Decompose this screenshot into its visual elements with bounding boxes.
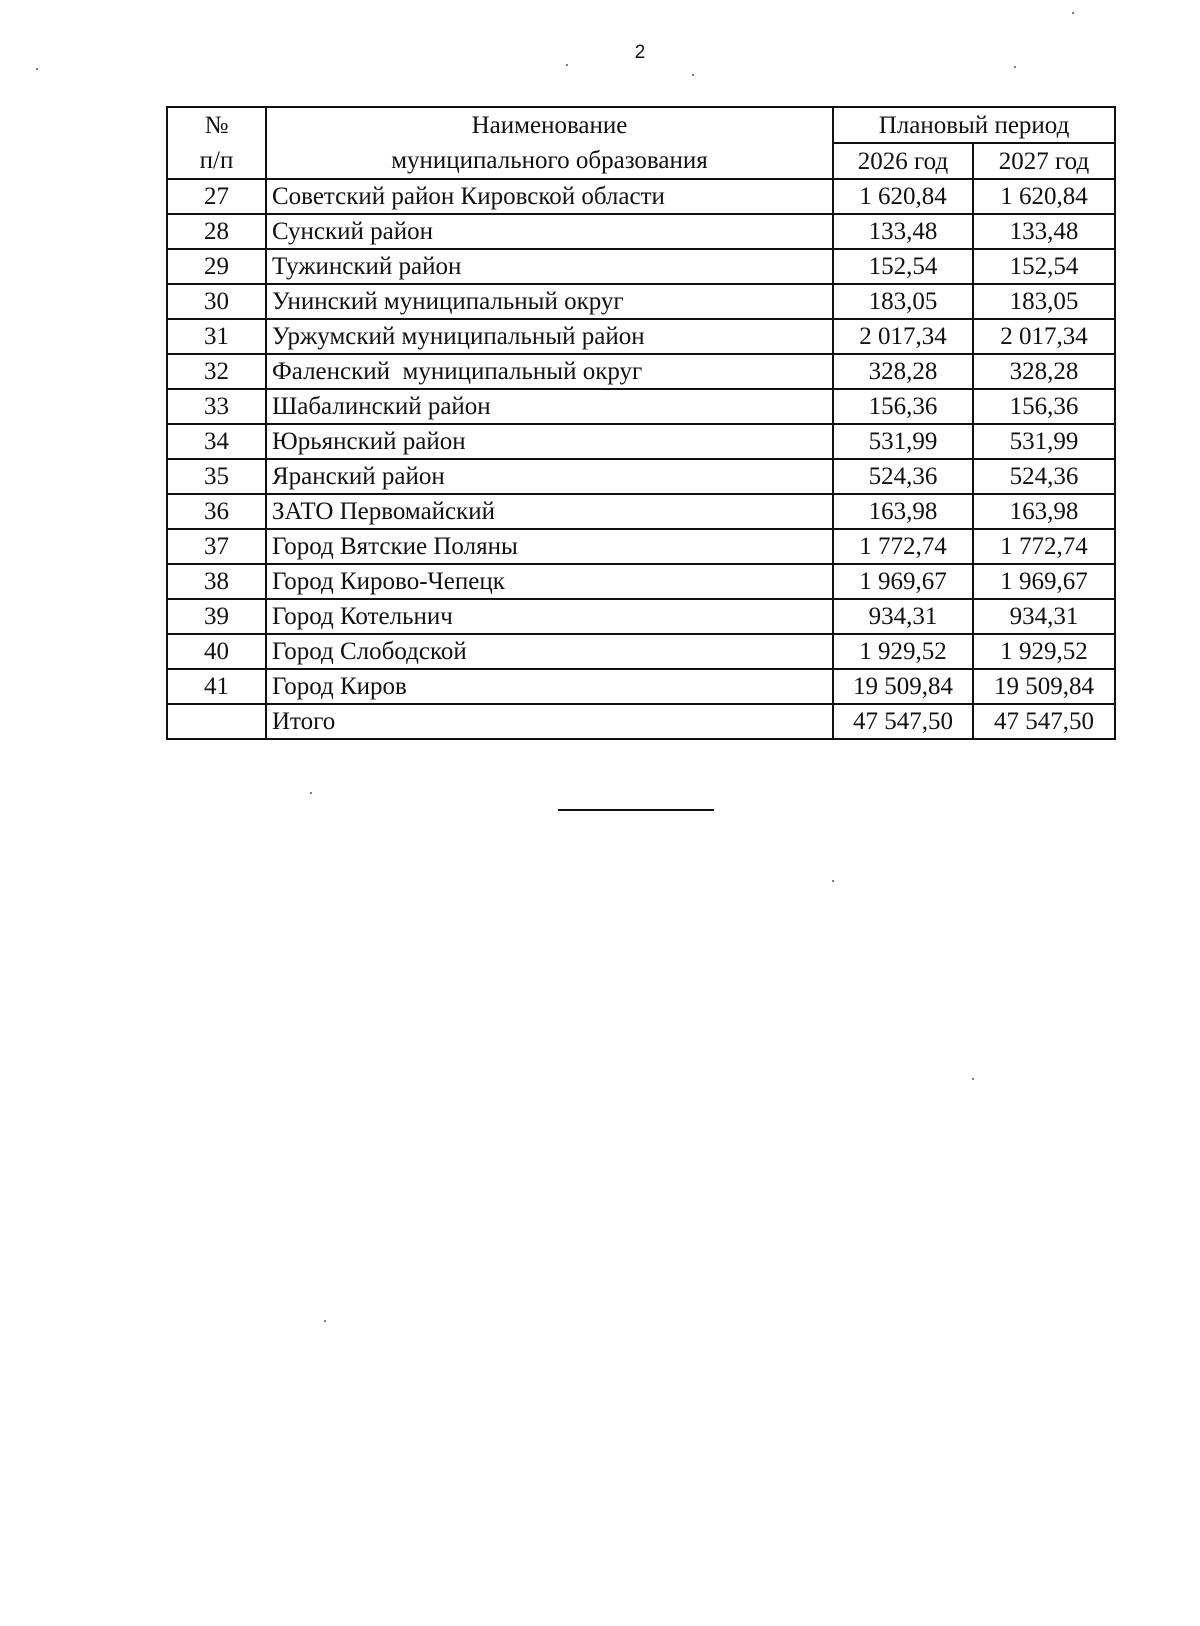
row-name: Яранский район <box>266 459 833 494</box>
row-value-2027: 1 620,84 <box>973 179 1115 214</box>
scan-speck <box>566 64 568 66</box>
row-value-2027: 934,31 <box>973 599 1115 634</box>
total-number <box>167 704 266 739</box>
total-value-2026: 47 547,50 <box>833 704 973 739</box>
row-value-2026: 1 620,84 <box>833 179 973 214</box>
header-number-symbol: № <box>204 112 229 139</box>
table-row <box>167 564 1115 599</box>
total-label: Итого <box>266 704 833 739</box>
table-row <box>167 494 1115 529</box>
row-name: Шабалинский район <box>266 389 833 424</box>
row-name: Унинский муниципальный округ <box>266 284 833 319</box>
row-number: 36 <box>167 494 266 529</box>
table-row <box>167 599 1115 634</box>
row-value-2026: 328,28 <box>833 354 973 389</box>
row-number: 34 <box>167 424 266 459</box>
end-of-table-rule <box>558 809 714 811</box>
header-name-line2: муниципального образования <box>391 147 708 174</box>
table-header <box>167 107 1115 179</box>
row-name: Сунский район <box>266 214 833 249</box>
row-number: 31 <box>167 319 266 354</box>
table-row <box>167 179 1115 214</box>
row-value-2026: 183,05 <box>833 284 973 319</box>
scan-speck <box>36 68 38 70</box>
row-value-2027: 133,48 <box>973 214 1115 249</box>
header-year-2026: 2026 год <box>833 143 973 179</box>
table-row <box>167 354 1115 389</box>
row-value-2027: 1 772,74 <box>973 529 1115 564</box>
header-number-cell <box>167 107 266 179</box>
header-year-2027: 2027 год <box>973 143 1115 179</box>
row-number: 30 <box>167 284 266 319</box>
table-row <box>167 284 1115 319</box>
row-value-2026: 163,98 <box>833 494 973 529</box>
row-value-2027: 163,98 <box>973 494 1115 529</box>
scan-speck <box>1072 12 1074 14</box>
header-number-abbrev: п/п <box>199 147 234 174</box>
scan-speck <box>1014 66 1016 68</box>
row-value-2027: 1 929,52 <box>973 634 1115 669</box>
row-name: Город Слободской <box>266 634 833 669</box>
row-value-2026: 524,36 <box>833 459 973 494</box>
row-value-2027: 152,54 <box>973 249 1115 284</box>
row-number: 35 <box>167 459 266 494</box>
row-name: Юрьянский район <box>266 424 833 459</box>
table-row <box>167 634 1115 669</box>
row-name: Город Вятские Поляны <box>266 529 833 564</box>
row-value-2026: 2 017,34 <box>833 319 973 354</box>
row-value-2027: 1 969,67 <box>973 564 1115 599</box>
row-value-2027: 328,28 <box>973 354 1115 389</box>
table-row <box>167 249 1115 284</box>
row-value-2027: 2 017,34 <box>973 319 1115 354</box>
row-value-2026: 152,54 <box>833 249 973 284</box>
row-number: 29 <box>167 249 266 284</box>
row-number: 28 <box>167 214 266 249</box>
row-name: Город Кирово-Чепецк <box>266 564 833 599</box>
table-row <box>167 459 1115 494</box>
table-row <box>167 214 1115 249</box>
total-row <box>167 704 1115 739</box>
row-number: 33 <box>167 389 266 424</box>
row-value-2027: 183,05 <box>973 284 1115 319</box>
budget-table <box>166 106 1116 740</box>
page-number: 2 <box>634 42 646 63</box>
row-value-2026: 156,36 <box>833 389 973 424</box>
row-value-2026: 934,31 <box>833 599 973 634</box>
row-number: 27 <box>167 179 266 214</box>
scan-speck <box>310 792 312 794</box>
scan-speck <box>692 74 694 76</box>
header-planned-period: Плановый период <box>833 107 1115 143</box>
row-value-2027: 19 509,84 <box>973 669 1115 704</box>
row-name: ЗАТО Первомайский <box>266 494 833 529</box>
row-name: Город Котельнич <box>266 599 833 634</box>
row-number: 37 <box>167 529 266 564</box>
row-value-2026: 1 929,52 <box>833 634 973 669</box>
row-number: 38 <box>167 564 266 599</box>
row-value-2027: 531,99 <box>973 424 1115 459</box>
row-number: 39 <box>167 599 266 634</box>
table-row <box>167 319 1115 354</box>
row-value-2026: 133,48 <box>833 214 973 249</box>
row-number: 40 <box>167 634 266 669</box>
header-name-cell <box>266 107 833 179</box>
table-body <box>167 179 1115 739</box>
row-name: Советский район Кировской области <box>266 179 833 214</box>
scan-speck <box>972 1078 974 1080</box>
table-row <box>167 669 1115 704</box>
row-value-2027: 524,36 <box>973 459 1115 494</box>
scan-speck <box>832 880 834 882</box>
header-name-line1: Наименование <box>471 112 628 139</box>
row-value-2026: 1 772,74 <box>833 529 973 564</box>
row-number: 41 <box>167 669 266 704</box>
row-name: Уржумский муниципальный район <box>266 319 833 354</box>
row-value-2026: 531,99 <box>833 424 973 459</box>
row-value-2026: 1 969,67 <box>833 564 973 599</box>
table-row <box>167 424 1115 459</box>
row-value-2026: 19 509,84 <box>833 669 973 704</box>
row-number: 32 <box>167 354 266 389</box>
row-name: Город Киров <box>266 669 833 704</box>
row-value-2027: 156,36 <box>973 389 1115 424</box>
table-row <box>167 529 1115 564</box>
total-value-2027: 47 547,50 <box>973 704 1115 739</box>
table-row <box>167 389 1115 424</box>
row-name: Фаленский муниципальный округ <box>266 354 833 389</box>
row-name: Тужинский район <box>266 249 833 284</box>
scan-speck <box>324 1320 326 1322</box>
